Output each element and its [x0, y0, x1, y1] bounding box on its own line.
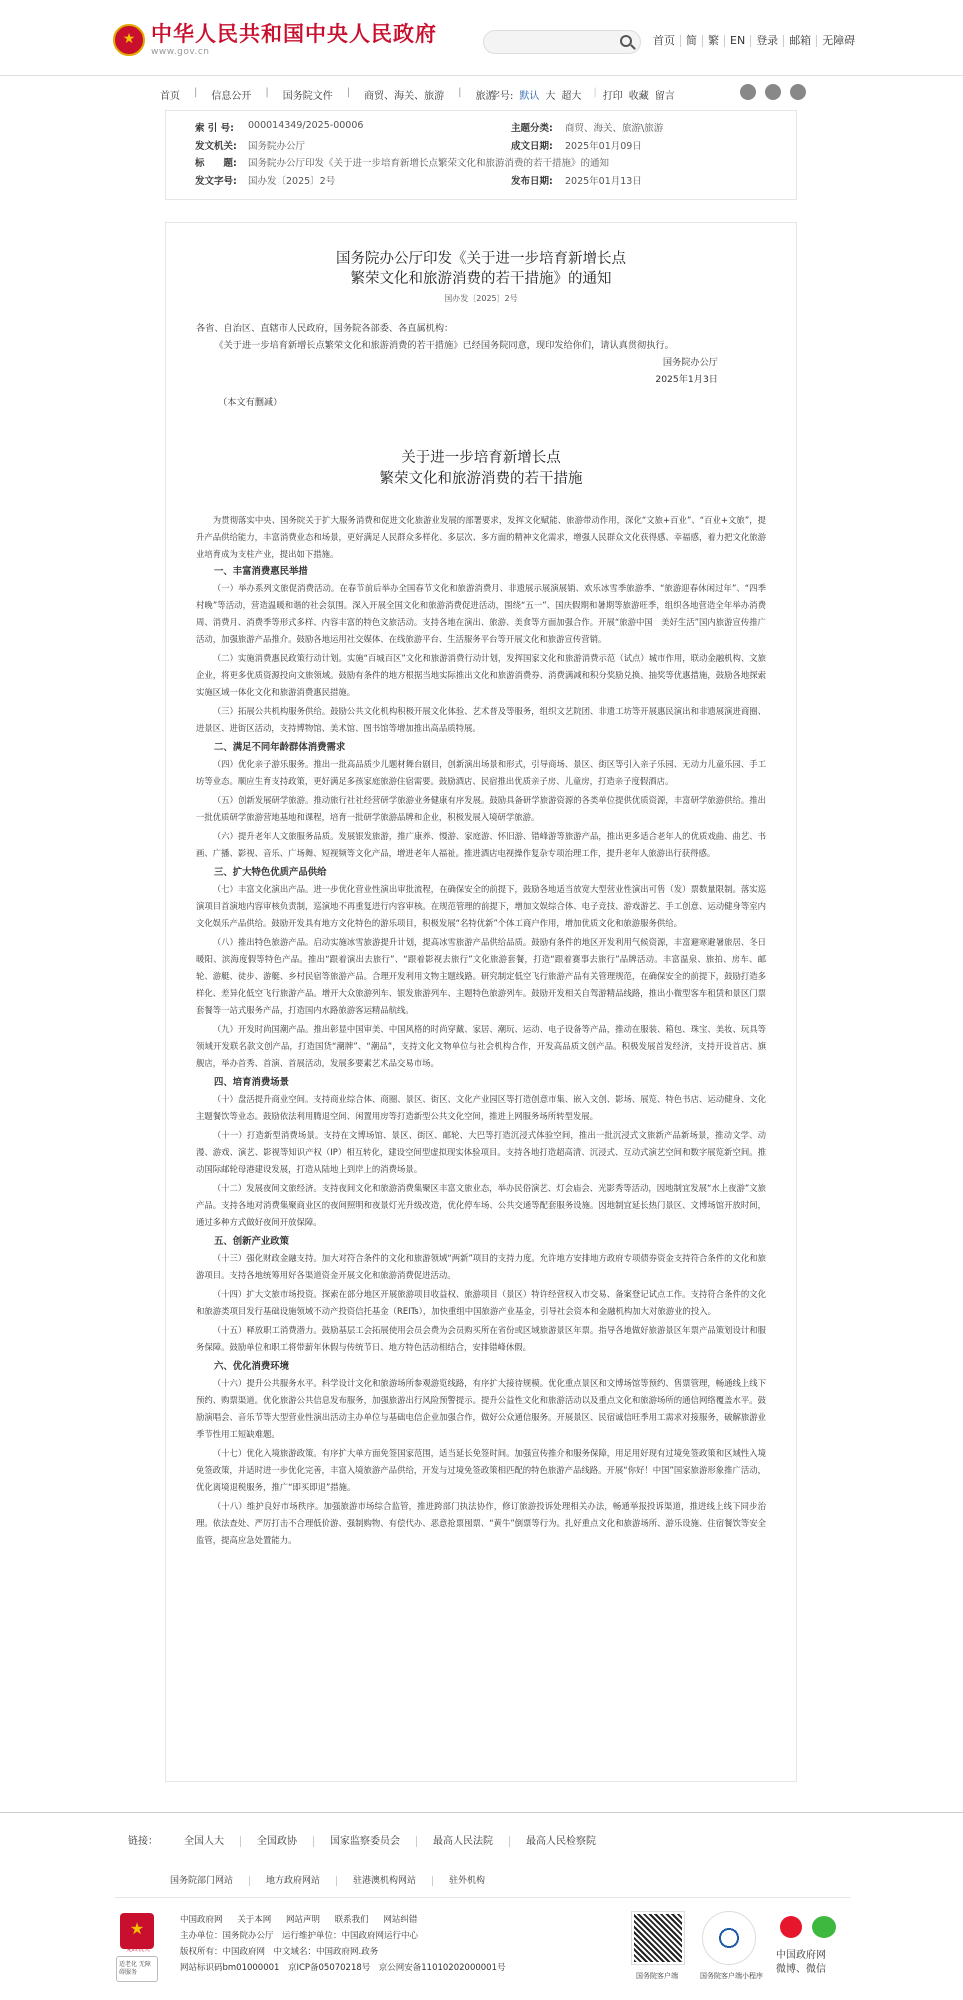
top-link-simplified[interactable]: 简: [680, 35, 702, 47]
measures-title-line: 关于进一步培育新增长点: [401, 450, 561, 466]
meta-label: 发文字号:: [195, 175, 237, 187]
footer-links-label: 链接：: [128, 1836, 158, 1847]
top-link-mail[interactable]: 邮箱: [783, 35, 816, 47]
meta-label: 发布日期:: [511, 175, 553, 187]
miniprogram-qr-code: [703, 1912, 755, 1964]
article-body: [165, 222, 797, 1782]
app-qr-code: [632, 1912, 684, 1964]
article-title-line: 繁荣文化和旅游消费的若干措施》的通知: [350, 271, 612, 287]
footer-record: 网站标识码bm01000001 京ICP备05070218号 京公网安备11010202000001号: [180, 1963, 506, 1973]
site-url: www.gov.cn: [151, 47, 210, 57]
top-link-english[interactable]: EN: [724, 35, 750, 47]
measure-paragraph: （十三）强化财政金融支持。加大对符合条件的文化和旅游领域“两新”项目的支持力度。允许地方安排地方政府专项债券资金支持符合条件的文化和旅游项目。支持各地统筹用好各渠道资金开展文化和旅游消费促进活动。: [196, 1253, 766, 1280]
section-heading: 三、扩大特色优质产品供给: [214, 867, 327, 878]
social-caption-line: 微博、微信: [776, 1964, 826, 1975]
qr-caption: 国务院客户端: [636, 1972, 678, 1980]
footer-links-secondary: [170, 1876, 501, 1886]
national-emblem-icon: [113, 24, 145, 56]
footer-link[interactable]: 最高人民检察院: [509, 1836, 612, 1847]
top-link-home[interactable]: 首页: [653, 34, 675, 47]
measures-title-line: 繁荣文化和旅游消费的若干措施: [379, 471, 583, 487]
measure-paragraph: （十一）打造新型消费场景。支持在文博场馆、景区、街区、邮轮、大巴等打造沉浸式体验空间，推出一批沉浸式文旅新产品新场景，推动文学、动漫、游戏、演艺、影视等知识产权（IP）相互转化，建设空间型虚拟现实体验项目。支持各地打造超高清、沉浸式、互动式演艺空间和数字展览新空间。推动国际邮轮母港建设发展，打造从陆地上到岸上的消费场景。: [196, 1130, 766, 1174]
measure-paragraph: （十二）发展夜间文旅经济。支持夜间文化和旅游消费集聚区丰富文旅业态，举办民俗演艺、灯会庙会、光影秀等活动，因地制宜发展“水上夜游”文旅产品。支持各地对消费集聚商业区的夜间照明和夜景灯光升级改造，优化停车场、公共交通等配套服务设施。因地制宜延长热门景区、文博场馆开放时间，通过多种方式做好夜间开放保障。: [196, 1183, 766, 1227]
breadcrumb-item[interactable]: 信息公开: [211, 91, 252, 102]
share-weibo-icon[interactable]: [740, 84, 756, 100]
meta-label: 发文机关:: [195, 140, 237, 152]
search-input[interactable]: [483, 30, 641, 54]
meta-label: 标 题:: [195, 158, 237, 169]
top-link-accessibility[interactable]: 无障碍: [816, 35, 860, 47]
preface-paragraph: 为贯彻落实中央、国务院关于扩大服务消费和促进文化旅游业发展的部署要求，发挥文化赋能、旅游带动作用，深化“文旅+百业”、“百业+文旅”，提升产品供给能力，丰富消费业态和场景，更好满足人民群众多样化、多层次、多方面的精神文化需求，增强人民群众文化获得感、幸福感，着力把文化旅游业培育成为支柱产业，提出如下措施。: [196, 515, 766, 559]
meta-label: 索 引 号:: [195, 123, 234, 134]
share-wechat-icon[interactable]: [765, 84, 781, 100]
footer-divider: [115, 1897, 850, 1898]
footer-info-link[interactable]: 网站声明: [285, 1915, 320, 1925]
measure-paragraph: （三）拓展公共机构服务供给。鼓励公共文化机构积极开展文化体验、艺术普及等服务，组织文艺院团、非遗工坊等开展惠民演出和非遗展演进商圈、进景区、进街区活动，支持博物馆、美术馆、图书馆等增加推出高品质特展。: [196, 706, 766, 733]
measure-paragraph: （十八）维护良好市场秩序。加强旅游市场综合监管，推进跨部门执法协作，修订旅游投诉处理相关办法，畅通举报投诉渠道，推进线上线下同步治理。依法查处、严厉打击不合理低价游、强制购物、有偿代办、恶意抢票囤票、“黄牛”倒票等行为。扎好重点文化和旅游场所、游乐设施、住宿餐饮等安全监管，提高应急处置能力。: [196, 1501, 766, 1545]
share-qzone-icon[interactable]: [790, 84, 806, 100]
meta-issuer: 国务院办公厅: [248, 140, 306, 152]
document-meta: [165, 110, 797, 200]
salutation: 各省、自治区、直辖市人民政府，国务院各部委、各直属机构：: [196, 323, 454, 334]
meta-index-no: 000014349/2025-00006: [248, 120, 364, 131]
favorite-button[interactable]: 收藏: [628, 91, 649, 102]
measure-paragraph: （十五）释放职工消费潜力。鼓励基层工会拓展使用会员会费为会员购买所在省份或区域旅游景区年票。指导各地做好旅游景区年票产品策划设计和服务保障。鼓励单位和职工将带薪年休假与传统节日、地方特色活动相结合，安排错峰休假。: [196, 1325, 766, 1352]
footer-link[interactable]: 国家监察委员会: [313, 1836, 416, 1847]
page-tools: 字号: 默认 大 超大 | 打印 收藏 留言: [490, 87, 675, 102]
social-caption-line: 中国政府网: [776, 1950, 826, 1961]
meta-docno: 国办发〔2025〕2号: [248, 175, 336, 187]
footer-copyright: 版权所有：中国政府网 中文域名：中国政府网.政务: [180, 1947, 379, 1957]
footer-info-link[interactable]: 网站纠错: [383, 1915, 418, 1925]
font-size-label: 字号:: [490, 91, 514, 102]
footer-divider: [0, 1812, 963, 1813]
measures-sections: [166, 563, 796, 1549]
meta-title: 国务院办公厅印发《关于进一步培育新增长点繁荣文化和旅游消费的若干措施》的通知: [248, 158, 610, 169]
sign-date: 2025年1月3日: [655, 374, 718, 385]
measures-title: [166, 448, 796, 490]
abridged-note: （本文有删减）: [218, 397, 283, 408]
section-heading: 五、创新产业政策: [214, 1236, 290, 1247]
measure-paragraph: （十）盘活提升商业空间。支持商业综合体、商圈、景区、街区、文化产业园区等打造创意市集、嵌入文创、影场、展览、特色书店、运动健身、文化主题餐饮等业态。鼓励依法利用腾退空间、闲置用房等打造新型公共文化空间，推进上网服务场所转型发展。: [196, 1094, 766, 1121]
section-heading: 六、优化消费环境: [214, 1361, 290, 1372]
measure-paragraph: （一）举办系列文旅促消费活动。在春节前后举办全国春节文化和旅游消费月、非遗展示展演展销、欢乐冰雪季旅游季、“旅游迎春休闲过年”、“四季村晚”等活动，营造温暖和谐的社会氛围。深入开展全国文化和旅游消费促进活动，围绕“五一”、国庆假期和暑期等旅游旺季，组织各地营造全年举办消费周、消费月、消费季等形式多样、内容丰富的特色文旅活动。支持各地在演出、旅游、美食等方面加强合作。开展“旅游中国 美好生活”国内旅游宣传推广活动，加强旅游产品推介。鼓励各地运用社交媒体、在线旅游平台、生活服务平台等开展文化和旅游宣传营销。: [196, 583, 766, 644]
badge-label: 党政机关: [125, 1946, 150, 1953]
print-button[interactable]: 打印: [602, 91, 623, 102]
footer-link[interactable]: 国务院部门网站: [170, 1876, 234, 1886]
footer-link[interactable]: 全国政协: [240, 1836, 313, 1847]
font-large-button[interactable]: 大: [545, 91, 556, 102]
weibo-icon[interactable]: [780, 1916, 802, 1938]
section-heading: 二、满足不同年龄群体消费需求: [214, 742, 346, 753]
footer-links: [128, 1836, 612, 1847]
meta-label: 主题分类:: [511, 123, 553, 134]
article-title-line: 国务院办公厅印发《关于进一步培育新增长点: [336, 251, 626, 267]
site-title: 中华人民共和国中央人民政府: [151, 22, 437, 46]
top-link-traditional[interactable]: 繁: [702, 35, 724, 47]
breadcrumb-item[interactable]: 商贸、海关、旅游: [364, 91, 445, 102]
measure-paragraph: （七）丰富文化演出产品。进一步优化营业性演出审批流程，在确保安全的前提下，鼓励各地适当放宽大型营业性演出可售（发）票数量限制。落实巡演项目首演地内容审核负责制，巡演地不再重复进行内容审核。在规范管理的前提下，增加文娱综合体、电子竞技、游戏游艺、手工创意、运动健身等室内文化娱乐产品供给。鼓励开发具有地方文化特色的游乐项目，积极发展“名特优新”个体工商户作用，增加优质文化和旅游服务供给。: [196, 884, 766, 928]
share-icons: [740, 84, 815, 100]
section-heading: 四、培育消费场景: [214, 1077, 290, 1088]
intro-paragraph: 《关于进一步培育新增长点繁荣文化和旅游消费的若干措施》已经国务院同意，现印发给你们，请认真贯彻执行。: [214, 340, 674, 351]
search-icon[interactable]: [620, 35, 632, 47]
comment-button[interactable]: 留言: [654, 91, 675, 102]
measure-paragraph: （十六）提升公共服务水平。科学设计文化和旅游场所参观游览线路，有序扩大接待规模。优化重点景区和文博场馆等预约、售票管理，畅通线上线下预约、购票渠道。优化旅游公共信息发布服务，加强旅游出行风险预警提示。提升公益性文化和旅游活动以及重点文化和旅游场所的通信网络覆盖水平。鼓励演唱会、音乐节等大型营业性演出活动主办单位与基础电信企业加强合作，做好公众通信服务。开展景区、民宿诚信旺季用工需求对接服务，破解旅游业季节性用工短缺难题。: [196, 1378, 766, 1439]
article-docno: 国办发〔2025〕2号: [444, 294, 518, 303]
breadcrumb-item[interactable]: 首页: [160, 91, 180, 102]
footer-info-link[interactable]: 中国政府网: [180, 1915, 223, 1925]
meta-topic: 商贸、海关、旅游\旅游: [565, 123, 664, 134]
article-title: [166, 249, 796, 289]
breadcrumb-item[interactable]: 旅游: [475, 91, 496, 102]
font-xlarge-button[interactable]: 超大: [561, 91, 582, 102]
meta-date-pub: 2025年01月13日: [565, 175, 642, 187]
breadcrumb: 首页 | 信息公开 | 国务院文件 | 商贸、海关、旅游 | 旅游: [160, 87, 496, 102]
signer: 国务院办公厅: [662, 357, 718, 368]
measure-paragraph: （十四）扩大文旅市场投资。探索在部分地区开展旅游项目收益权、旅游项目（景区）特许经营权入市交易、备案登记试点工作。支持符合条件的文化和旅游类项目发行基础设施领域不动产投资信托基金（REITs），加快重组中国旅游产业基金，引导社会资本和金融机构加大对旅游业的投入。: [196, 1289, 766, 1316]
footer-link[interactable]: 驻港澳机构网站: [336, 1876, 432, 1886]
measure-paragraph: （二）实施消费惠民政策行动计划。实施“百城百区”文化和旅游消费行动计划，发挥国家文化和旅游消费示范（试点）城市作用，联动金融机构、文旅企业，将更多优质资源投向文旅领域。鼓励有条件的地方根据当地实际推出文化和旅游消费券、消费满减和积分奖励兑换、抽奖等优惠措施，鼓励各地探索实施区域一体化文化和旅游消费惠民措施。: [196, 653, 766, 697]
accessibility-service-button[interactable]: 适老化 无障碍服务: [116, 1956, 158, 1982]
footer-link[interactable]: 地方政府网站: [249, 1876, 336, 1886]
footer-info-link[interactable]: 关于本网: [237, 1915, 272, 1925]
footer-info: [180, 1912, 505, 1976]
site-header: [0, 0, 963, 76]
footer-host: 主办单位：国务院办公厅 运行维护单位：中国政府网运行中心: [180, 1931, 419, 1941]
font-default-button[interactable]: 默认: [519, 91, 540, 102]
site-logo[interactable]: [113, 22, 437, 57]
footer-info-link[interactable]: 联系我们: [334, 1915, 369, 1925]
measure-paragraph: （九）开发时尚国潮产品。推出彰显中国审美、中国风格的时尚穿戴、家居、潮玩、运动、电子设备等产品，推动在服装、箱包、珠宝、美妆、玩具等领域开发联名款文创产品，打造国货“潮牌”、“潮品”，支持文化文物单位与社会机构合作，开发高品质文创产品。积极发展首发经济，支持开设首店、旗舰店，举办首秀、首演、首展活动，发展多要素艺术品交易市场。: [196, 1024, 766, 1068]
section-heading: 一、丰富消费惠民举措: [214, 566, 308, 577]
measure-paragraph: （八）推出特色旅游产品。启动实施冰雪旅游提升计划，提高冰雪旅游产品供给品质。鼓励有条件的地区开发利用气候资源，丰富避寒避暑旅居、冬日暖阳、滨海度假等特色产品。推出“跟着演出去旅行”、“跟着影视去旅行”文化旅游套餐，打造“跟着赛事去旅行”品牌活动。丰富温泉、旅拍、房车、邮轮、游艇、徒步、游艇、乡村民宿等旅游产品。合理开发利用文物主题线路。研究制定低空飞行旅游产品有关管理规范，在确保安全的前提下，鼓励打造多样化、差异化低空飞行旅游产品。增开大众旅游列车、银发旅游列车、主题特色旅游列车。鼓励开发相关自驾游精品线路，推出小微型客车租赁和景区门票套餐等一站式服务产品，打造国内水路旅游客运精品航线。: [196, 937, 766, 1015]
wechat-icon[interactable]: [812, 1916, 836, 1938]
footer-link[interactable]: 最高人民法院: [416, 1836, 509, 1847]
measure-paragraph: （五）创新发展研学旅游。推动旅行社社经营研学旅游业务健康有序发展。鼓励具备研学旅游资源的各类单位提供优质资源，丰富研学旅游供给。推出一批优质研学旅游营地基地和课程，培育一批研学旅游品牌和企业，积极发展入境研学旅游。: [196, 795, 766, 822]
measure-paragraph: （十七）优化入境旅游政策。有序扩大单方面免签国家范围，适当延长免签时间。加强宣传推介和服务保障，用足用好现有过境免签政策和区域性入境免签政策，并适时进一步优化完善，丰富入境旅游产品供给，开发与过境免签政策相匹配的特色旅游产品线路。开展“你好！中国”国家旅游形象推广活动，优化离境退税服务，推广“即买即退”措施。: [196, 1448, 766, 1492]
measure-paragraph: （四）优化亲子游乐服务。推出一批高品质少儿题材舞台剧目，创新演出场景和形式，引导商场、景区、街区等引入亲子乐园、无动力儿童乐园、手工坊等业态。顺应生育支持政策，更好满足多孩家庭旅游住宿需要。鼓励酒店、民宿推出优质亲子房、儿童房，打造亲子度假酒店。: [196, 759, 766, 786]
qr-caption: 国务院客户端小程序: [700, 1972, 763, 1980]
top-links: [648, 35, 860, 47]
top-link-login[interactable]: 登录: [750, 35, 783, 47]
breadcrumb-bar: [160, 84, 810, 104]
meta-label: 成文日期:: [511, 140, 553, 152]
meta-date-made: 2025年01月09日: [565, 140, 642, 152]
footer-link[interactable]: 全国人大: [184, 1836, 224, 1847]
breadcrumb-item[interactable]: 国务院文件: [282, 91, 333, 102]
social-caption: [776, 1949, 826, 1977]
measure-paragraph: （六）提升老年人文旅服务品质。发展银发旅游，推广康养、慢游、家庭游、怀旧游、错峰游等旅游产品，推出更多适合老年人的优质戏曲、曲艺、书画、广播、影视、音乐、广场舞、短视频等文化产品，增进老年人福祉。推进酒店电视操作复杂专项治理工作，提升老年人旅游出行获得感。: [196, 831, 766, 858]
footer-link[interactable]: 驻外机构: [432, 1876, 501, 1886]
